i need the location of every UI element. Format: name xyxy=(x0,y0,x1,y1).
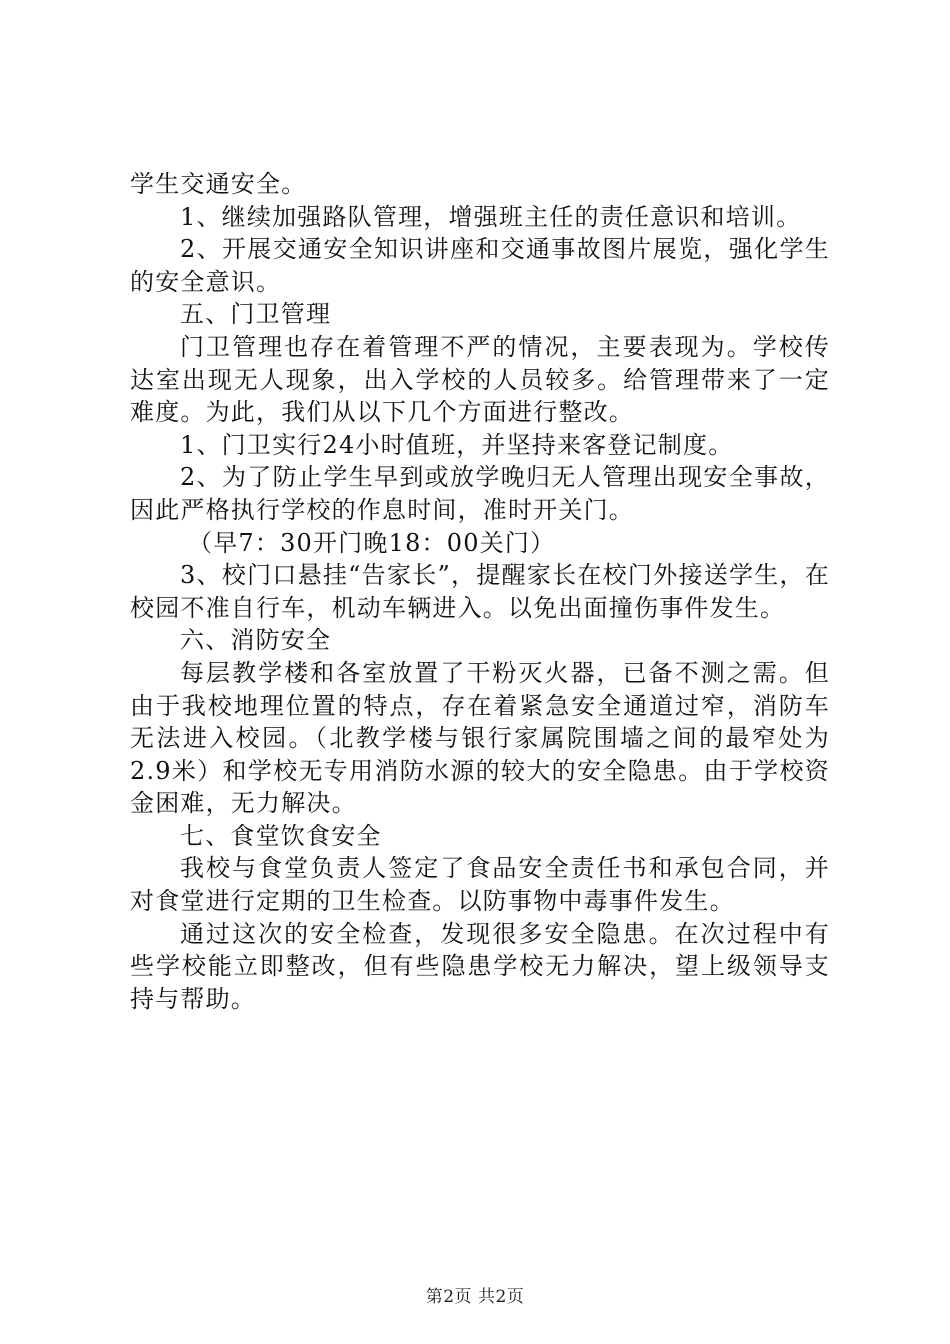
paragraph-gate-hours: （早7：30开门晚18：00关门） xyxy=(188,528,556,557)
paragraph-fire-safety: 每层教学楼和各室放置了干粉灭火器，已备不测之需。但由于我校地理位置的特点，存在着紧急安全通道过窄，消防车无法进入校园。（北教学楼与银行家属院围墙之间的最窄处为2.9米）和学校无专用消防水源的较大的安全隐患。由于学校资金困难，无力解决。 xyxy=(130,658,830,818)
section-heading-gate-management: 五、门卫管理 xyxy=(180,300,332,329)
paragraph-conclusion: 通过这次的安全检查，发现很多安全隐患。在次过程中有些学校能立即整改，但有些隐患学校无力解决，望上级领导支持与帮助。 xyxy=(130,919,830,1013)
paragraph-gate-item-1: 1、门卫实行24小时值班，并坚持来客登记制度。 xyxy=(180,430,734,459)
paragraph-traffic-item-2: 2、开展交通安全知识讲座和交通事故图片展览，强化学生的安全意识。 xyxy=(130,235,830,296)
section-heading-fire-safety: 六、消防安全 xyxy=(180,626,332,655)
page-footer: 第2页 共2页 xyxy=(425,1287,525,1307)
paragraph-gate-item-2: 2、为了防止学生早到或放学晚归无人管理出现安全事故，因此严格执行学校的作息时间，准时开关门。 xyxy=(130,463,830,524)
paragraph-gate-management: 门卫管理也存在着管理不严的情况，主要表现为。学校传达室出现无人现象，出入学校的人员较多。给管理带来了一定难度。为此，我们从以下几个方面进行整改。 xyxy=(130,332,830,427)
paragraph-traffic-item-1: 1、继续加强路队管理，增强班主任的责任意识和培训。 xyxy=(180,202,802,231)
document-body xyxy=(130,168,830,1015)
paragraph-traffic-safety-tail: 学生交通安全。 xyxy=(130,170,307,198)
paragraph-canteen-safety: 我校与食堂负责人签定了食品安全责任书和承包合同，并对食堂进行定期的卫生检查。以防事物中毒事件发生。 xyxy=(130,854,830,916)
paragraph-gate-item-3: 3、校门口悬挂“告家长”，提醒家长在校门外接送学生，在校园不准自行车，机动车辆进入。以免出面撞伤事件发生。 xyxy=(130,561,830,622)
section-heading-canteen-safety: 七、食堂饮食安全 xyxy=(180,821,382,850)
